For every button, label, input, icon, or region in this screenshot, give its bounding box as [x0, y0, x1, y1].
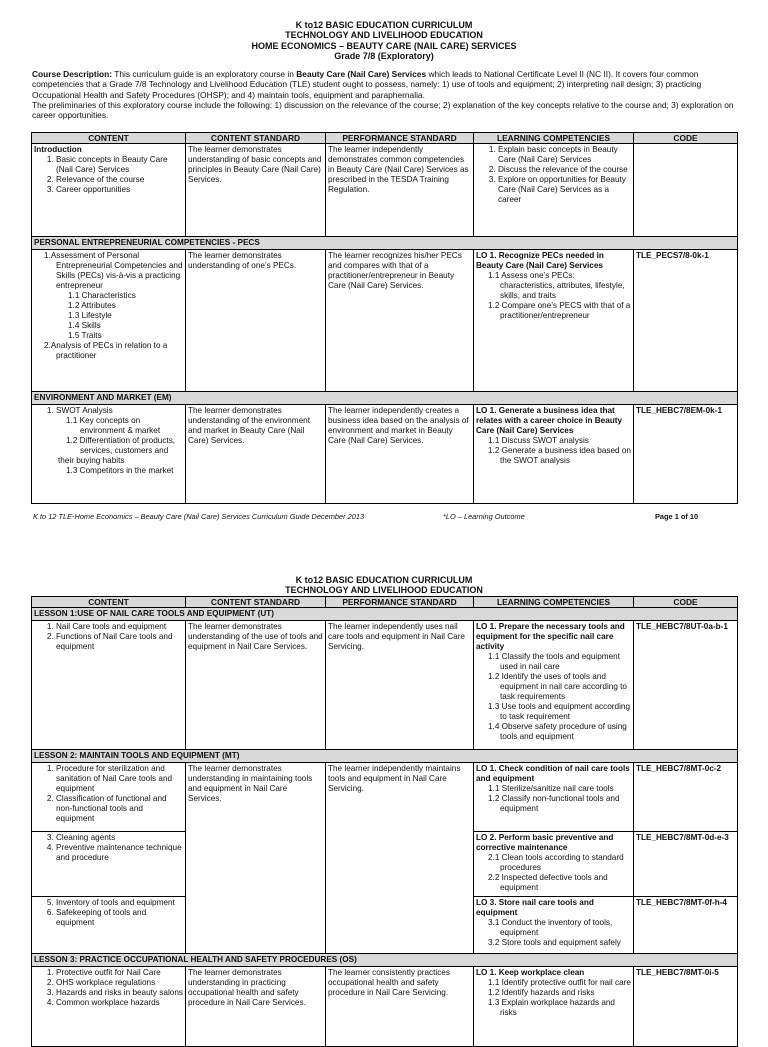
competency-item: 3.2 Store tools and equipment safely: [488, 937, 621, 947]
code-cell: TLE_HEBC7/8MT-0c-2: [634, 762, 738, 831]
footer-page-number: Page 1 of 10: [655, 512, 699, 521]
list-item: 3. Career opportunities: [56, 185, 183, 195]
competency-item: 1.3 Use tools and equipment according to task requirement: [488, 701, 631, 721]
table-row: [32, 762, 738, 831]
learning-outcome: LO 1. Check condition of nail care tools and equipment: [476, 763, 630, 783]
competency-item: 1.2 Classify non-functional tools and equipment: [488, 793, 620, 813]
content-cell: [32, 249, 186, 391]
competency-item: 2.2 Inspected defective tools and equipment: [488, 872, 608, 892]
code-cell: TLE_HEBC7/8MT-0i-5: [634, 966, 738, 1046]
table-row: [32, 249, 738, 391]
code-cell: TLE_HEBC7/8MT-0f-h-4: [634, 896, 738, 953]
course-description-label: Course Description:: [32, 69, 113, 80]
learning-outcome: LO 1. Keep workplace clean: [476, 967, 585, 977]
section-title: LESSON 1:USE OF NAIL CARE TOOLS AND EQUIPMENT (UT): [32, 607, 738, 620]
learning-outcome: LO 3. Store nail care tools and equipment: [476, 897, 594, 917]
col-performance-standard: PERFORMANCE STANDARD: [326, 596, 474, 607]
competency-item: 1.1 Sterilize/sanitize nail care tools: [488, 783, 614, 793]
standard-cell: The learner demonstrates understanding of the environment and market in Beauty Care (Nail Care) Services.: [186, 404, 326, 503]
list-item: 4. Preventive maintenance technique and procedure: [56, 843, 183, 863]
list-item: 3. Explore on opportunities for Beauty Care (Nail Care) Services as a career: [498, 175, 631, 205]
list-item: 1. Procedure for sterilization and sanitation of Nail Care tools and equipment: [56, 764, 183, 794]
list-item: 6. Safekeeping of tools and equipment: [56, 908, 183, 928]
content-subitem: 1.3 Competitors in the market: [66, 465, 174, 475]
performance-cell: The learner independently creates a business idea based on the analysis of environment and market in Beauty Care (Nail Care) Services.: [326, 404, 474, 503]
content-cell: [32, 143, 186, 236]
section-title: PERSONAL ENTREPRENEURIAL COMPETENCIES - PECS: [32, 236, 738, 249]
list-item: 5. Inventory of tools and equipment: [56, 898, 183, 908]
competency-cell: [474, 831, 634, 896]
col-learning-competencies: LEARNING COMPETENCIES: [474, 596, 634, 607]
section-row: [32, 953, 738, 966]
content-cell: [32, 966, 186, 1046]
standard-cell: The learner demonstrates understanding of the use of tools and equipment in Nail Care Services.: [186, 620, 326, 749]
section-row: [32, 236, 738, 249]
col-content: CONTENT: [32, 596, 186, 607]
list-item: 2. Discuss the relevance of the course: [498, 165, 631, 175]
competency-item: 1.1 Assess one’s PECs: characteristics, attributes, lifestyle, skills, and traits: [488, 270, 625, 300]
footer-lo-note: *LO – Learning Outcome: [443, 512, 525, 521]
list-item: 2. Relevance of the course: [56, 175, 183, 185]
competency-cell: [474, 249, 634, 391]
course-preliminaries: The preliminaries of this exploratory course include the following: 1) discussion on the relevance of the course; 2) explanation of the key concepts relative to the course and; 3) exploration on career opportunities.: [32, 99, 734, 120]
list-item: 2. Functions of Nail Care tools and equipment: [56, 632, 183, 652]
code-cell: TLE_PECS7/8-0k-1: [634, 249, 738, 391]
code-cell: TLE_HEBC7/8UT-0a-b-1: [634, 620, 738, 749]
competency-cell: [474, 404, 634, 503]
list-item: 1. Basic concepts in Beauty Care (Nail Care) Services: [56, 155, 183, 175]
content-subitem: 1.2 Attributes: [68, 300, 116, 310]
page-gap: [0, 530, 768, 562]
intro-title: Introduction: [34, 144, 82, 154]
standard-cell: The learner demonstrates understanding in practicing occupational health and safety procedure in Nail Care Services.: [186, 966, 326, 1046]
content-cell: [32, 404, 186, 503]
competency-item: 1.2 Generate a business idea based on the SWOT analysis: [488, 445, 631, 465]
learning-outcome: LO 1. Generate a business idea that relates with a career choice in Beauty Care (Nail Care) Services: [476, 405, 623, 435]
competency-item: 1.1 Discuss SWOT analysis: [488, 435, 589, 445]
section-title: LESSON 3: PRACTICE OCCUPATIONAL HEALTH AND SAFETY PROCEDURES (OS): [32, 953, 738, 966]
col-learning-competencies: LEARNING COMPETENCIES: [474, 132, 634, 143]
content-item: 2.Analysis of PECs in relation to a practitioner: [44, 340, 168, 360]
code-cell: [634, 143, 738, 236]
col-performance-standard: PERFORMANCE STANDARD: [326, 132, 474, 143]
course-description: [32, 69, 736, 119]
competency-item: 1.4 Observe safety procedure of using tools and equipment: [488, 721, 627, 741]
table-row: [32, 966, 738, 1046]
list-item: 4. Common workplace hazards: [56, 998, 183, 1008]
performance-cell: The learner independently uses nail care tools and equipment in Nail Care Servicing.: [326, 620, 474, 749]
list-item: 2. Classification of functional and non-functional tools and equipment: [56, 794, 183, 824]
content-cell: [32, 831, 186, 896]
list-item: 1. SWOT Analysis: [56, 406, 183, 416]
curriculum-table-1: [31, 132, 738, 504]
header-line: K to12 BASIC EDUCATION CURRICULUM: [295, 575, 473, 585]
list-item: 1. Protective outfit for Nail Care: [56, 968, 183, 978]
performance-cell: The learner recognizes his/her PECs and compares with that of a practitioner/entrepreneur in Beauty Care (Nail Care) Services.: [326, 249, 474, 391]
content-subitem: 1.1 Key concepts on environment & market: [66, 415, 161, 435]
content-cell: [32, 620, 186, 749]
list-item: 1. Nail Care tools and equipment: [56, 622, 183, 632]
content-subitem: 1.3 Lifestyle: [68, 310, 112, 320]
header-line: Grade 7/8 (Exploratory): [334, 51, 434, 62]
standard-cell: The learner demonstrates understanding of basic concepts and principles in Beauty Care (Nail Care) Services.: [186, 143, 326, 236]
performance-cell: The learner independently maintains tools and equipment in Nail Care Servicing.: [326, 762, 474, 953]
table-header-row: [32, 132, 738, 143]
table-row: [32, 404, 738, 503]
competency-cell: [474, 896, 634, 953]
competency-item: 3.1 Conduct the inventory of tools, equipment: [488, 917, 613, 937]
standard-cell: The learner demonstrates understanding in maintaining tools and equipment in Nail Care Services.: [186, 762, 326, 953]
section-row: [32, 391, 738, 404]
content-cell: [32, 762, 186, 831]
header-line: TECHNOLOGY AND LIVELIHOOD EDUCATION: [285, 585, 483, 596]
col-code: CODE: [634, 132, 738, 143]
code-cell: TLE_HEBC7/8MT-0d-e-3: [634, 831, 738, 896]
competency-item: 1.1 Identify protective outfit for nail care: [488, 977, 631, 987]
curriculum-page-2: [0, 562, 768, 1024]
curriculum-table-2: [31, 596, 738, 1047]
header-line: TECHNOLOGY AND LIVELIHOOD EDUCATION: [285, 30, 483, 41]
course-title: Beauty Care (Nail Care) Services: [296, 69, 427, 80]
content-cell: [32, 896, 186, 953]
section-row: [32, 607, 738, 620]
content-subitem: 1.1 Characteristics: [68, 290, 136, 300]
course-text: which leads to National Certificate Level II (NC II). It covers four common competencies that a Grade 7/8 Technology and Livelihood Education (TLE) student ought to possess, namely: 1) use of tools and equipment; 2) interpreting nail design; 3) practicing Occupational Health and Safety Procedures (OHSP); and 4) maintain tools, equipment and paraphernalia.: [32, 69, 702, 100]
competency-item: 1.2 Compare one’s PECS with that of a practitioner/entrepreneur: [488, 300, 631, 320]
competency-item: 1.3 Explain workplace hazards and risks: [488, 997, 615, 1017]
col-code: CODE: [634, 596, 738, 607]
list-item: 2. OHS workplace regulations: [56, 978, 183, 988]
section-row: [32, 749, 738, 762]
learning-outcome: LO 1. Recognize PECs needed in Beauty Care (Nail Care) Services: [476, 250, 604, 270]
performance-cell: The learner consistently practices occupational health and safety procedure in Nail Care Servicing.: [326, 966, 474, 1046]
learning-outcome: LO 1. Prepare the necessary tools and equipment for the specific nail care activity: [476, 621, 625, 651]
col-content-standard: CONTENT STANDARD: [186, 596, 326, 607]
header-line: HOME ECONOMICS – BEAUTY CARE (NAIL CARE) SERVICES: [251, 40, 517, 51]
page-2-header: [0, 562, 768, 596]
competency-item: 1.2 Identify the uses of tools and equipment in nail care according to task requirements: [488, 671, 627, 701]
col-content: CONTENT: [32, 132, 186, 143]
competency-cell: [474, 143, 634, 236]
table-row: [32, 620, 738, 749]
content-item: 1.Assessment of Personal Entrepreneurial Competencies and Skills (PECs) vis-à-vis a practicing entrepreneur: [44, 250, 183, 290]
col-content-standard: CONTENT STANDARD: [186, 132, 326, 143]
list-item: 3. Hazards and risks in beauty salons: [56, 988, 183, 998]
competency-cell: [474, 762, 634, 831]
content-subitem: their buying habits: [58, 455, 125, 465]
section-title: ENVIRONMENT AND MARKET (EM): [32, 391, 738, 404]
section-title: LESSON 2: MAINTAIN TOOLS AND EQUIPMENT (MT): [32, 749, 738, 762]
performance-cell: The learner independently demonstrates common competencies in Beauty Care (Nail Care) Services as prescribed in the TESDA Training Regulation.: [326, 143, 474, 236]
code-cell: TLE_HEBC7/8EM-0k-1: [634, 404, 738, 503]
footer-guide-title: K to 12 TLE-Home Economics – Beauty Care (Nail Care) Services Curriculum Guide December 2013: [33, 512, 365, 521]
standard-cell: The learner demonstrates understanding of one’s PECs.: [186, 249, 326, 391]
page-1-header: [0, 0, 768, 61]
competency-item: 1.2 Identify hazards and risks: [488, 987, 595, 997]
content-subitem: 1.2 Differentiation of products, services, customers and: [66, 435, 176, 455]
competency-item: 1.1 Classify the tools and equipment used in nail care: [488, 651, 620, 671]
table-row: [32, 143, 738, 236]
table-header-row: [32, 596, 738, 607]
learning-outcome: LO 2. Perform basic preventive and corrective maintenance: [476, 832, 614, 852]
course-text: This curriculum guide is an exploratory course in: [112, 69, 297, 80]
competency-cell: [474, 966, 634, 1046]
content-subitem: 1.4 Skills: [68, 320, 101, 330]
competency-item: 2.1 Clean tools according to standard procedures: [488, 852, 624, 872]
list-item: 1. Explain basic concepts in Beauty Care (Nail Care) Services: [498, 145, 631, 165]
list-item: 3. Cleaning agents: [56, 833, 183, 843]
content-subitem: 1.5 Traits: [68, 330, 102, 340]
competency-cell: [474, 620, 634, 749]
header-line: K to12 BASIC EDUCATION CURRICULUM: [295, 20, 473, 30]
